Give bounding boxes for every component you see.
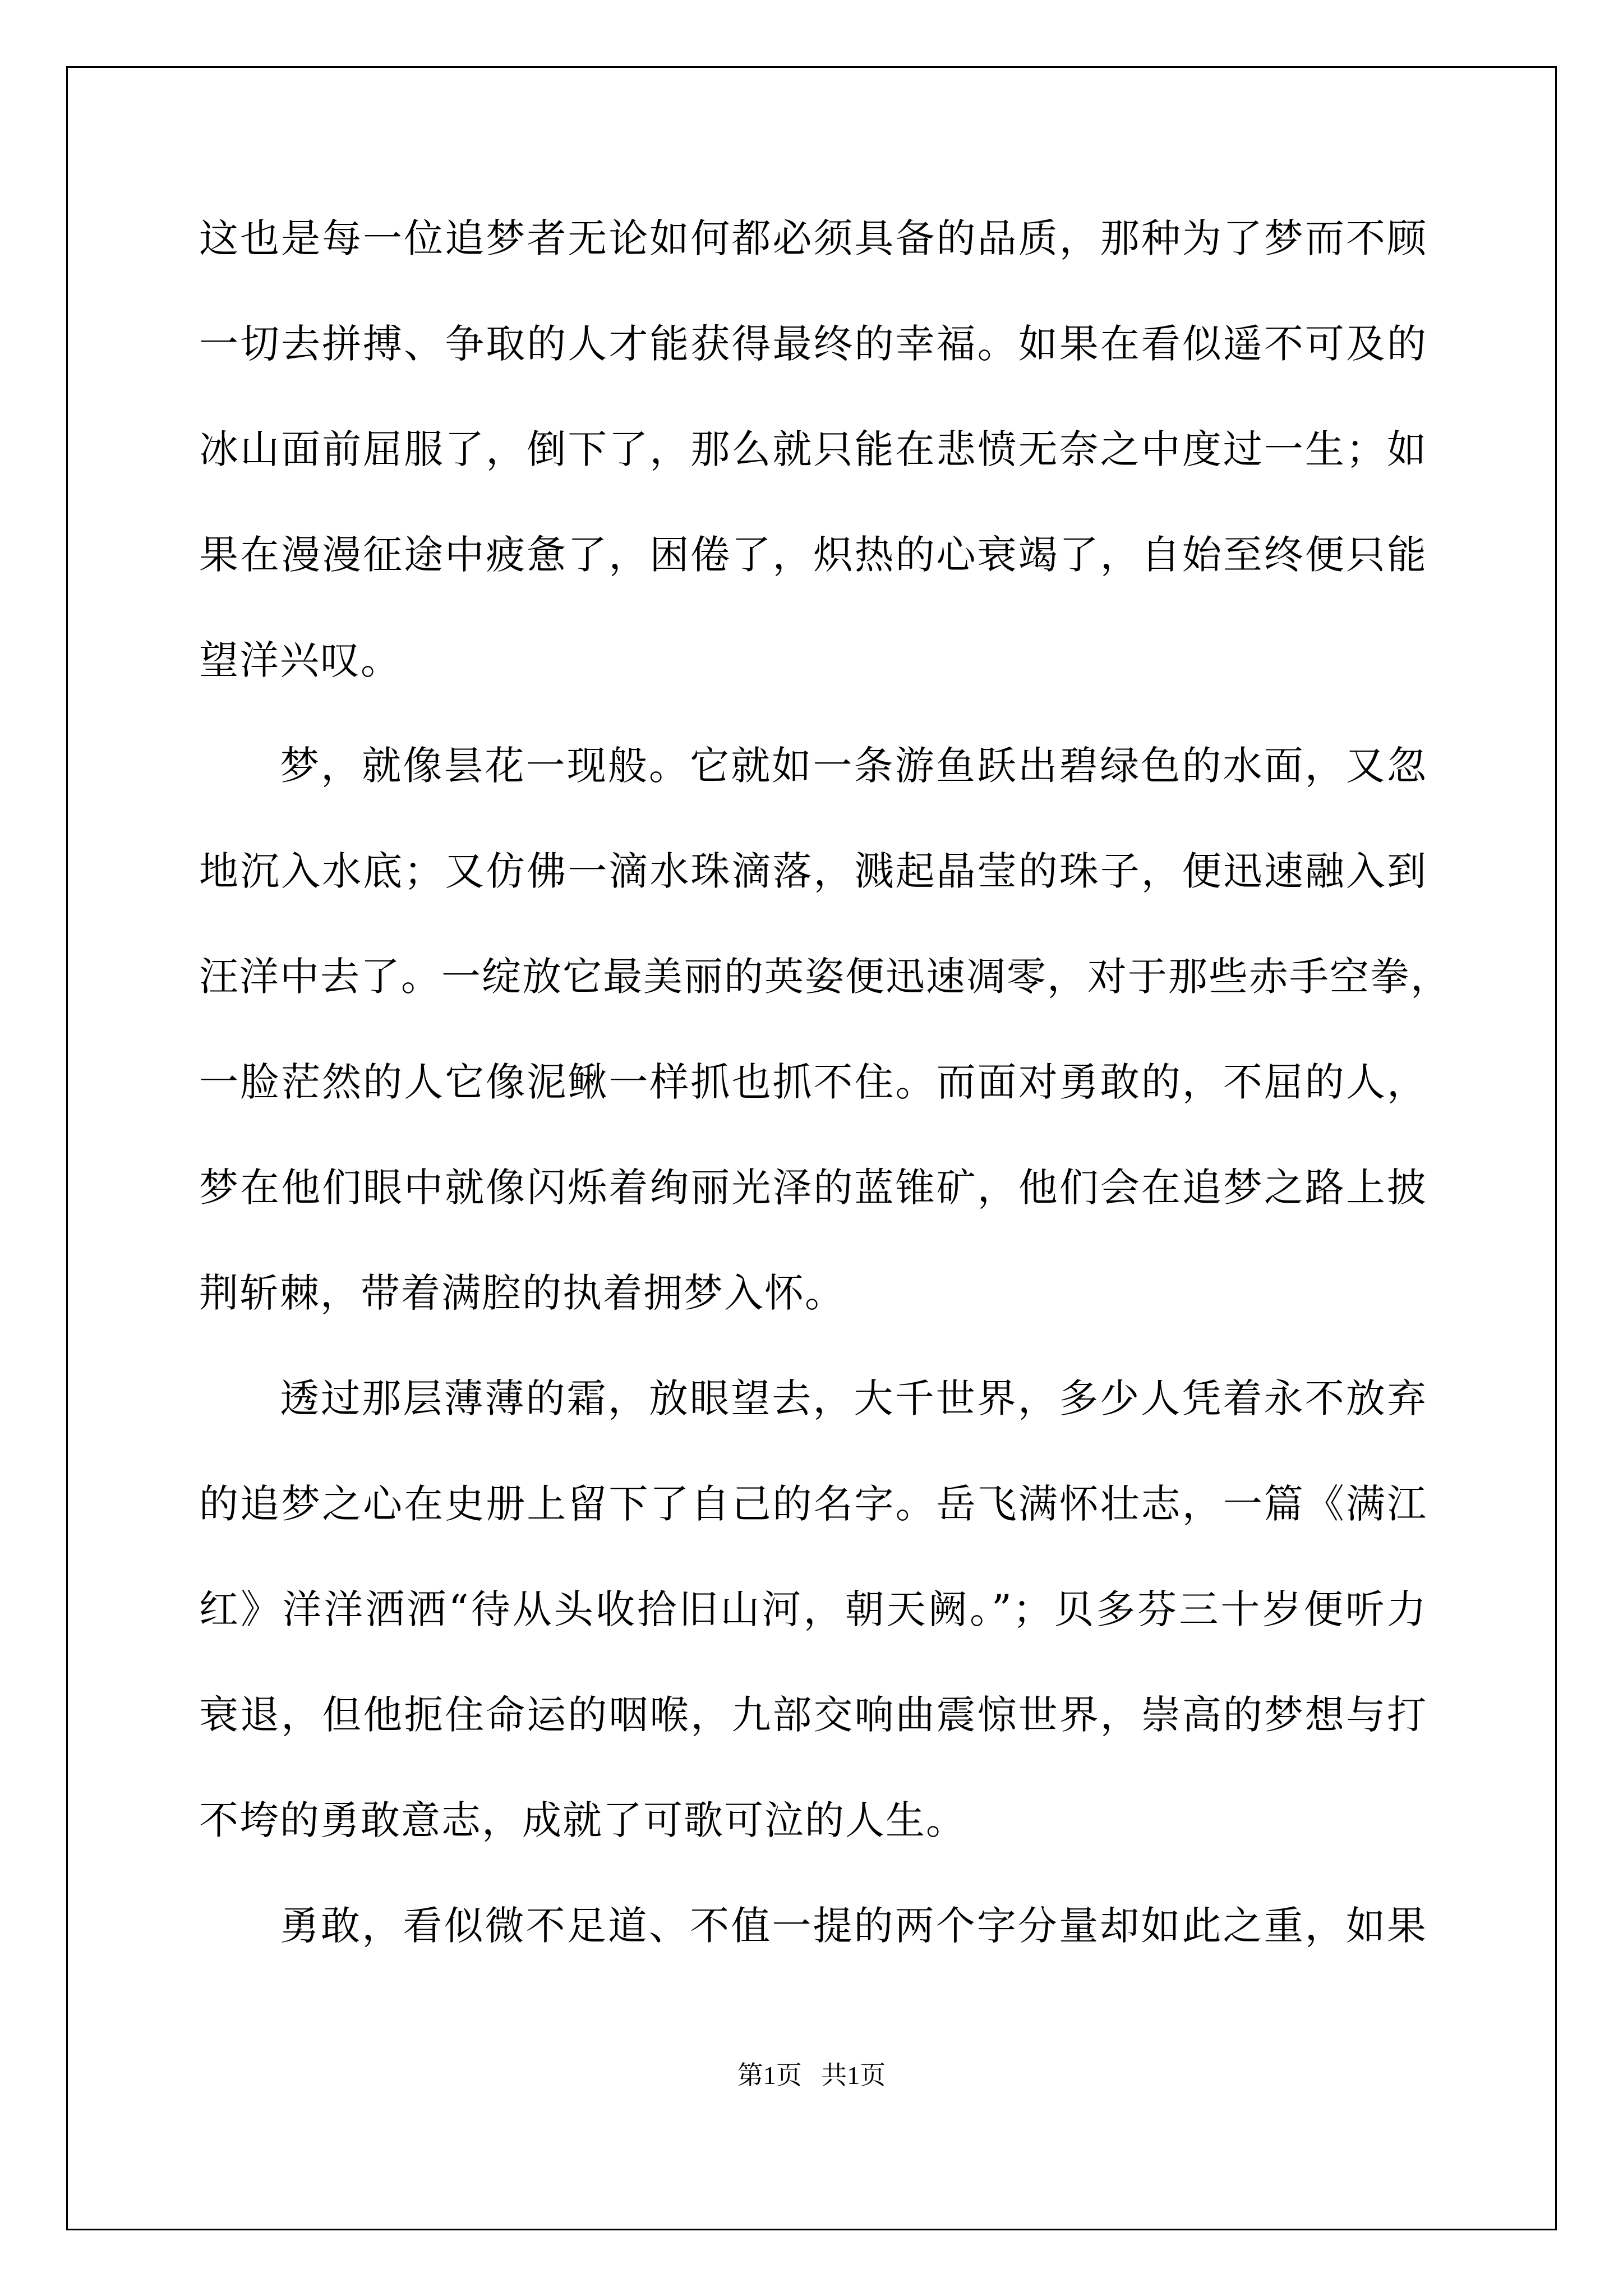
text-line: 一脸茫然的人它像泥鳅一样抓也抓不住。而面对勇敢的，不屈的人， (199, 1059, 1427, 1105)
text-line: 冰山面前屈服了，倒下了，那么就只能在悲愤无奈之中度过一生；如 (199, 426, 1427, 472)
text-line: 望洋兴叹。 (199, 637, 401, 683)
paragraph-first-line: 梦，就像昙花一现般。它就如一条游鱼跃出碧绿色的水面，又忽 (280, 743, 1427, 789)
document-body (199, 213, 1451, 2006)
text-line: 一切去拼搏、争取的人才能获得最终的幸福。如果在看似遥不可及的 (199, 321, 1427, 367)
text-line: 的追梦之心在史册上留下了自己的名字。岳飞满怀壮志，一篇《满江 (199, 1481, 1427, 1527)
page-footer: 第1页 共1页 (737, 2061, 886, 2090)
text-line: 地沉入水底；又仿佛一滴水珠滴落，溅起晶莹的珠子，便迅速融入到 (199, 848, 1427, 894)
text-line: 这也是每一位追梦者无论如何都必须具备的品质，那种为了梦而不顾 (199, 215, 1427, 261)
text-line: 荆斩棘，带着满腔的执着拥梦入怀。 (199, 1270, 845, 1316)
text-line: 不垮的勇敢意志，成就了可歌可泣的人生。 (199, 1797, 966, 1843)
text-line: 梦在他们眼中就像闪烁着绚丽光泽的蓝锥矿，他们会在追梦之路上披 (199, 1165, 1427, 1211)
text-line: 衰退，但他扼住命运的咽喉，九部交响曲震惊世界，崇高的梦想与打 (199, 1692, 1427, 1738)
paragraph-first-line: 透过那层薄薄的霜，放眼望去，大千世界，多少人凭着永不放弃 (280, 1375, 1427, 1421)
text-line: 汪洋中去了。一绽放它最美丽的英姿便迅速凋零，对于那些赤手空拳， (199, 954, 1451, 1000)
text-line: 红》洋洋洒洒“待从头收拾旧山河，朝天阙。”；贝多芬三十岁便听力 (199, 1586, 1427, 1632)
text-line: 果在漫漫征途中疲惫了，困倦了，炽热的心衰竭了，自始至终便只能 (199, 532, 1427, 578)
paragraph-first-line: 勇敢，看似微不足道、不值一提的两个字分量却如此之重，如果 (280, 1903, 1427, 1949)
